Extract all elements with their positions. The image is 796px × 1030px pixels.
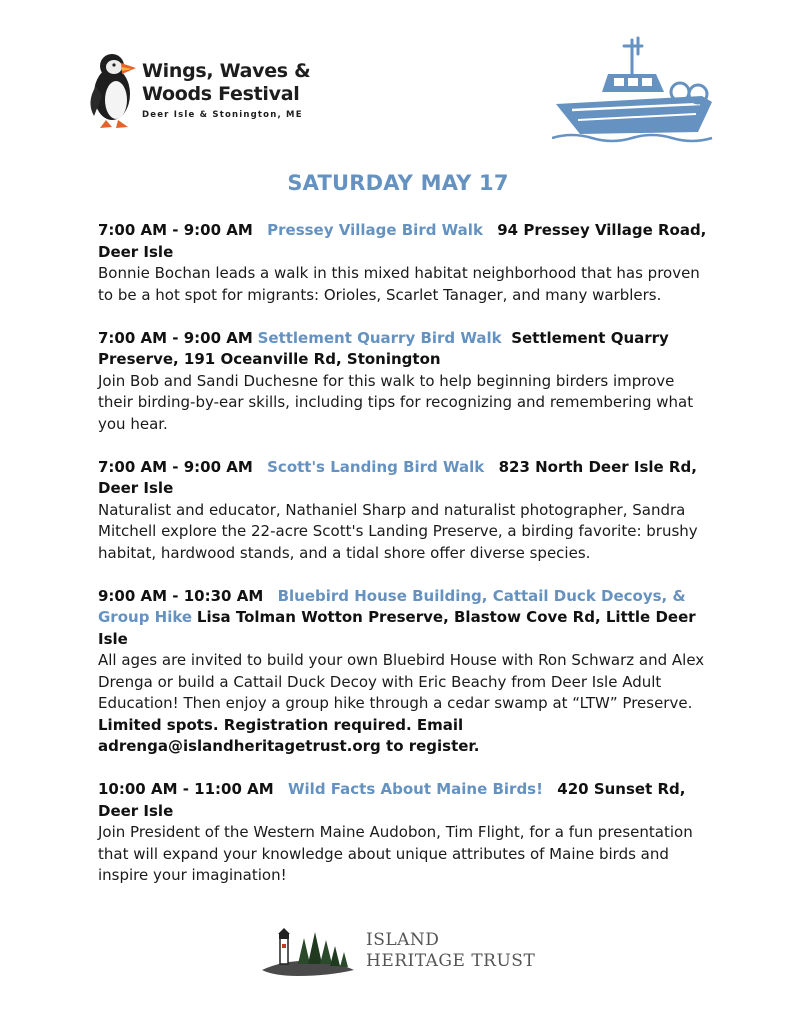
festival-name-line2: Woods Festival	[142, 83, 300, 105]
registration-note: Limited spots. Registration required. Email adrenga@islandheritagetrust.org to register.	[98, 715, 480, 755]
event-location: 823 North Deer Isle Rd, Deer Isle	[98, 457, 697, 497]
event-item	[98, 457, 708, 565]
event-location: 420 Sunset Rd, Deer Isle	[98, 780, 686, 820]
day-title: SATURDAY MAY 17	[287, 171, 509, 195]
event-description: All ages are invited to build your own Bluebird House with Ron Schwarz and Alex Drenga or build a Cattail Duck Decoy with Eric Beachy from Deer Isle Adult Education! Then enjoy a group hike through a cedar swamp at “LTW” Preserve.	[98, 651, 705, 712]
puffin-icon	[84, 50, 144, 130]
event-location: Settlement Quarry Preserve, 191 Oceanville Rd, Stonington	[98, 328, 669, 368]
boat-icon	[552, 34, 718, 146]
event-name: Pressey Village Bird Walk	[267, 221, 483, 239]
festival-name	[142, 60, 310, 106]
event-location: 94 Pressey Village Road, Deer Isle	[98, 221, 707, 261]
event-item	[98, 586, 708, 758]
event-time: 10:00 AM - 11:00 AM	[98, 780, 274, 798]
event-name: Settlement Quarry Bird Walk	[257, 328, 502, 347]
festival-name-line1: Wings, Waves &	[142, 60, 311, 82]
event-item	[98, 779, 708, 887]
event-list	[98, 220, 708, 908]
event-description: Naturalist and educator, Nathaniel Sharp and naturalist photographer, Sandra Mitchell explore the 22-acre Scott's Landing Preserve, a birding favorite: brushy habitat, hardwood stands, and a tidal shore offer diverse species.	[98, 500, 698, 562]
island-heritage-trust-logo	[258, 924, 538, 980]
festival-logo	[84, 50, 324, 130]
event-name: Wild Facts About Maine Birds!	[288, 780, 543, 798]
event-item	[98, 328, 708, 436]
org-name	[366, 930, 535, 972]
event-description: Join Bob and Sandi Duchesne for this walk to help beginning birders improve their birding-by-ear skills, including tips for recognizing and remembering what you hear.	[98, 371, 694, 433]
event-time: 9:00 AM - 10:30 AM	[98, 586, 264, 605]
festival-location: Deer Isle & Stonington, ME	[142, 110, 303, 120]
event-time: 7:00 AM - 9:00 AM	[98, 457, 253, 476]
event-time: 7:00 AM - 9:00 AM	[98, 328, 253, 347]
event-description: Join President of the Western Maine Audobon, Tim Flight, for a fun presentation that will expand your knowledge about unique attributes of Maine birds and inspire your imagination!	[98, 823, 693, 884]
lighthouse-island-icon	[258, 924, 358, 980]
event-name: Bluebird House Building, Cattail Duck Decoys, & Group Hike	[98, 586, 686, 626]
event-time: 7:00 AM - 9:00 AM	[98, 221, 253, 239]
org-name-line1: ISLAND	[366, 930, 440, 950]
event-item	[98, 220, 708, 306]
event-description: Bonnie Bochan leads a walk in this mixed habitat neighborhood that has proven to be a hot spot for migrants: Orioles, Scarlet Tanager, and many warblers.	[98, 264, 700, 304]
event-name: Scott's Landing Bird Walk	[267, 457, 485, 476]
org-name-line2: HERITAGE TRUST	[366, 951, 536, 971]
event-location: Lisa Tolman Wotton Preserve, Blastow Cove Rd, Little Deer Isle	[98, 608, 696, 648]
